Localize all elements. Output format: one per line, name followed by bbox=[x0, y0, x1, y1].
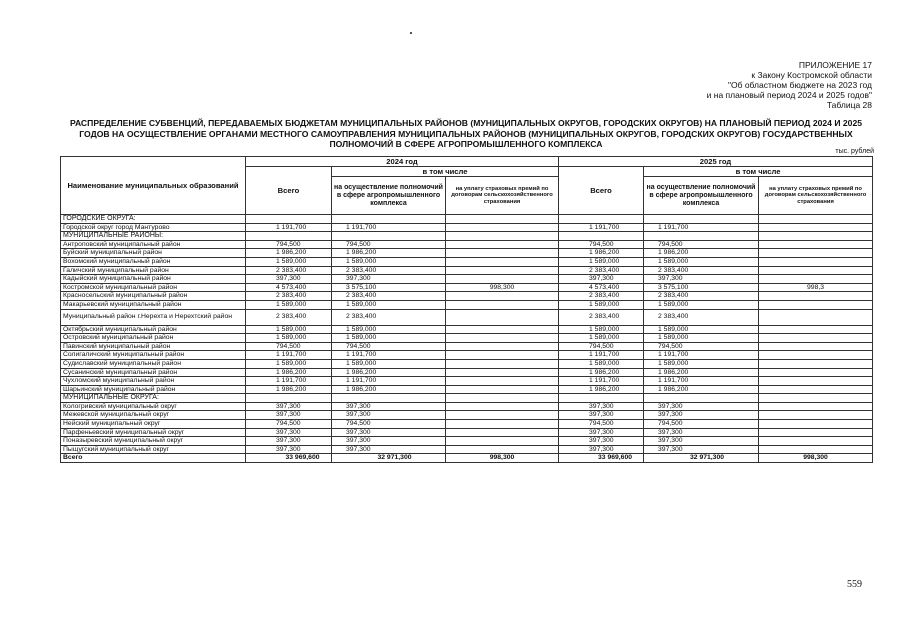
cell-total-2024: 4 573,400 bbox=[246, 283, 332, 292]
row-name: Макарьевский муниципальный район bbox=[61, 300, 246, 309]
total-row bbox=[61, 454, 873, 463]
cell-insurance-2024 bbox=[446, 402, 559, 411]
cell-total-2024: 397,300 bbox=[246, 411, 332, 420]
row-name: Межевской муниципальный округ bbox=[61, 411, 246, 420]
cell-total-2025: 397,300 bbox=[559, 402, 644, 411]
cell-agro-2024: 1 986,200 bbox=[332, 249, 446, 258]
table-row bbox=[61, 359, 873, 368]
cell-total-2025: 794,500 bbox=[559, 420, 644, 429]
cell-total-2024: 1 986,200 bbox=[246, 368, 332, 377]
cell-insurance-2024 bbox=[446, 292, 559, 301]
cell-total-2025: 397,300 bbox=[559, 437, 644, 446]
cell-agro-2024: 794,500 bbox=[332, 342, 446, 351]
table-row bbox=[61, 257, 873, 266]
cell-total-2025: 4 573,400 bbox=[559, 283, 644, 292]
cell-total-2025: 397,300 bbox=[559, 411, 644, 420]
cell-total-2024: 1 589,000 bbox=[246, 257, 332, 266]
table-row bbox=[61, 385, 873, 394]
cell-total-2025 bbox=[559, 394, 644, 403]
cell-insurance-2025 bbox=[759, 325, 873, 334]
cell-total-2024: 397,300 bbox=[246, 402, 332, 411]
row-name: МУНИЦИПАЛЬНЫЕ ОКРУГА: bbox=[61, 394, 246, 403]
scan-speck bbox=[410, 32, 412, 34]
row-name: ГОРОДСКИЕ ОКРУГА: bbox=[61, 215, 246, 224]
cell-insurance-2025 bbox=[759, 342, 873, 351]
header-including-2024: в том числе bbox=[332, 167, 559, 177]
cell-total-2025: 1 589,000 bbox=[559, 300, 644, 309]
cell-insurance-2025 bbox=[759, 385, 873, 394]
cell-total-2024: 397,300 bbox=[246, 275, 332, 284]
row-name: Островский муниципальный район bbox=[61, 334, 246, 343]
cell-total-2025: 1 191,700 bbox=[559, 351, 644, 360]
table-row bbox=[61, 351, 873, 360]
cell-agro-2025 bbox=[644, 232, 759, 241]
cell-insurance-2024 bbox=[446, 300, 559, 309]
cell-agro-2024: 1 589,000 bbox=[332, 334, 446, 343]
cell-total-2024: 33 969,600 bbox=[246, 454, 332, 463]
cell-total-2025: 2 383,400 bbox=[559, 292, 644, 301]
cell-total-2025: 1 191,700 bbox=[559, 377, 644, 386]
cell-agro-2025: 1 589,000 bbox=[644, 359, 759, 368]
cell-agro-2025: 1 986,200 bbox=[644, 249, 759, 258]
table-row bbox=[61, 249, 873, 258]
cell-insurance-2025 bbox=[759, 309, 873, 325]
cell-agro-2024: 794,500 bbox=[332, 240, 446, 249]
cell-total-2025: 2 383,400 bbox=[559, 266, 644, 275]
row-name: Пыщугский муниципальный округ bbox=[61, 445, 246, 454]
cell-total-2025: 397,300 bbox=[559, 428, 644, 437]
cell-agro-2024: 1 589,000 bbox=[332, 257, 446, 266]
cell-agro-2025: 1 191,700 bbox=[644, 377, 759, 386]
cell-total-2025: 2 383,400 bbox=[559, 309, 644, 325]
cell-agro-2024: 1 589,000 bbox=[332, 300, 446, 309]
row-name: Парфеньевский муниципальный округ bbox=[61, 428, 246, 437]
cell-total-2025: 1 589,000 bbox=[559, 325, 644, 334]
subsidy-table bbox=[60, 156, 873, 463]
table-row bbox=[61, 342, 873, 351]
cell-agro-2024: 397,300 bbox=[332, 402, 446, 411]
cell-insurance-2024 bbox=[446, 359, 559, 368]
table-row bbox=[61, 402, 873, 411]
cell-total-2025: 33 969,600 bbox=[559, 454, 644, 463]
cell-total-2024: 1 986,200 bbox=[246, 249, 332, 258]
cell-insurance-2025 bbox=[759, 445, 873, 454]
cell-insurance-2025 bbox=[759, 411, 873, 420]
row-name: Буйский муниципальный район bbox=[61, 249, 246, 258]
table-row bbox=[61, 292, 873, 301]
cell-insurance-2024 bbox=[446, 275, 559, 284]
cell-agro-2024: 1 191,700 bbox=[332, 377, 446, 386]
cell-total-2024 bbox=[246, 215, 332, 224]
cell-agro-2025: 2 383,400 bbox=[644, 266, 759, 275]
cell-total-2025: 397,300 bbox=[559, 445, 644, 454]
table-row bbox=[61, 377, 873, 386]
cell-insurance-2025 bbox=[759, 300, 873, 309]
cell-agro-2025: 1 589,000 bbox=[644, 257, 759, 266]
cell-agro-2025: 397,300 bbox=[644, 275, 759, 284]
cell-insurance-2024 bbox=[446, 342, 559, 351]
cell-insurance-2024 bbox=[446, 420, 559, 429]
cell-agro-2025: 397,300 bbox=[644, 411, 759, 420]
row-name: Поназыревский муниципальный округ bbox=[61, 437, 246, 446]
cell-insurance-2024 bbox=[446, 257, 559, 266]
cell-agro-2025: 1 191,700 bbox=[644, 351, 759, 360]
cell-insurance-2024 bbox=[446, 309, 559, 325]
cell-total-2025 bbox=[559, 215, 644, 224]
table-row bbox=[61, 445, 873, 454]
cell-agro-2025: 1 986,200 bbox=[644, 385, 759, 394]
table-row bbox=[61, 240, 873, 249]
cell-total-2024 bbox=[246, 232, 332, 241]
cell-insurance-2024 bbox=[446, 394, 559, 403]
row-name: Всего bbox=[61, 454, 246, 463]
cell-total-2025: 1 986,200 bbox=[559, 385, 644, 394]
cell-insurance-2024 bbox=[446, 437, 559, 446]
cell-insurance-2025 bbox=[759, 249, 873, 258]
cell-total-2024: 1 589,000 bbox=[246, 300, 332, 309]
cell-insurance-2024 bbox=[446, 445, 559, 454]
table-row bbox=[61, 420, 873, 429]
table-row bbox=[61, 300, 873, 309]
cell-insurance-2025 bbox=[759, 215, 873, 224]
appendix-header bbox=[707, 60, 872, 110]
row-name: Кадыйский муниципальный район bbox=[61, 275, 246, 284]
cell-insurance-2024 bbox=[446, 411, 559, 420]
cell-insurance-2025 bbox=[759, 402, 873, 411]
cell-agro-2024: 1 191,700 bbox=[332, 351, 446, 360]
row-name: Муниципальный район г.Нерехта и Нерехтский район bbox=[61, 309, 246, 325]
table-number: Таблица 28 bbox=[826, 100, 872, 110]
cell-insurance-2024 bbox=[446, 385, 559, 394]
cell-insurance-2025 bbox=[759, 275, 873, 284]
cell-agro-2025: 1 986,200 bbox=[644, 368, 759, 377]
section-row bbox=[61, 215, 873, 224]
cell-insurance-2024 bbox=[446, 240, 559, 249]
cell-total-2025: 1 589,000 bbox=[559, 257, 644, 266]
cell-agro-2025: 794,500 bbox=[644, 420, 759, 429]
cell-insurance-2025 bbox=[759, 420, 873, 429]
cell-agro-2025: 3 575,100 bbox=[644, 283, 759, 292]
header-insurance-2025: на уплату страховых премий по договорам сельскохозяйственного страхования bbox=[759, 177, 873, 215]
cell-agro-2024: 397,300 bbox=[332, 275, 446, 284]
cell-agro-2024: 397,300 bbox=[332, 445, 446, 454]
cell-insurance-2025 bbox=[759, 232, 873, 241]
header-name-col: Наименование муниципальных образований bbox=[61, 157, 246, 215]
row-name: Сусанинский муниципальный район bbox=[61, 368, 246, 377]
cell-agro-2024: 1 589,000 bbox=[332, 325, 446, 334]
cell-total-2025: 1 191,700 bbox=[559, 223, 644, 232]
table-row bbox=[61, 266, 873, 275]
row-name: Вохомский муниципальный район bbox=[61, 257, 246, 266]
cell-total-2025: 1 589,000 bbox=[559, 359, 644, 368]
cell-agro-2024 bbox=[332, 232, 446, 241]
cell-agro-2025: 32 971,300 bbox=[644, 454, 759, 463]
table-row bbox=[61, 334, 873, 343]
appendix-line: "Об областном бюджете на 2023 год bbox=[727, 80, 872, 90]
cell-insurance-2025 bbox=[759, 359, 873, 368]
table-row bbox=[61, 283, 873, 292]
row-name: Нейский муниципальный округ bbox=[61, 420, 246, 429]
cell-insurance-2025 bbox=[759, 368, 873, 377]
cell-total-2024: 1 191,700 bbox=[246, 351, 332, 360]
appendix-line: к Закону Костромской области bbox=[751, 70, 872, 80]
table-row bbox=[61, 223, 873, 232]
header-agro-2025: на осуществление полномочий в сфере агропромышленного комплекса bbox=[644, 177, 759, 215]
cell-total-2024: 2 383,400 bbox=[246, 309, 332, 325]
cell-agro-2025: 397,300 bbox=[644, 402, 759, 411]
cell-total-2024: 1 191,700 bbox=[246, 377, 332, 386]
row-name: Судиславский муниципальный район bbox=[61, 359, 246, 368]
cell-insurance-2025: 998,300 bbox=[759, 454, 873, 463]
cell-agro-2024 bbox=[332, 394, 446, 403]
cell-insurance-2024: 998,300 bbox=[446, 283, 559, 292]
cell-insurance-2024: 998,300 bbox=[446, 454, 559, 463]
row-name: Костромской муниципальный район bbox=[61, 283, 246, 292]
cell-total-2024 bbox=[246, 394, 332, 403]
cell-insurance-2025 bbox=[759, 377, 873, 386]
row-name: Солигаличский муниципальный район bbox=[61, 351, 246, 360]
cell-insurance-2024 bbox=[446, 428, 559, 437]
table-row bbox=[61, 368, 873, 377]
cell-total-2025: 1 589,000 bbox=[559, 334, 644, 343]
appendix-line: ПРИЛОЖЕНИЕ 17 bbox=[798, 60, 872, 70]
cell-agro-2025 bbox=[644, 215, 759, 224]
cell-total-2024: 397,300 bbox=[246, 445, 332, 454]
table-row bbox=[61, 411, 873, 420]
header-agro-2024: на осуществление полномочий в сфере агропромышленного комплекса bbox=[332, 177, 446, 215]
cell-total-2024: 1 589,000 bbox=[246, 334, 332, 343]
cell-agro-2024: 1 589,000 bbox=[332, 359, 446, 368]
cell-insurance-2024 bbox=[446, 325, 559, 334]
cell-insurance-2025 bbox=[759, 334, 873, 343]
cell-agro-2024: 397,300 bbox=[332, 437, 446, 446]
row-name: Павинский муниципальный район bbox=[61, 342, 246, 351]
cell-agro-2025: 1 589,000 bbox=[644, 300, 759, 309]
cell-insurance-2025 bbox=[759, 428, 873, 437]
cell-insurance-2025: 998,3 bbox=[759, 283, 873, 292]
cell-agro-2024: 2 383,400 bbox=[332, 292, 446, 301]
section-row bbox=[61, 232, 873, 241]
row-name: Шарьинский муниципальный район bbox=[61, 385, 246, 394]
row-name: Галичский муниципальный район bbox=[61, 266, 246, 275]
cell-total-2024: 1 589,000 bbox=[246, 359, 332, 368]
cell-agro-2024: 397,300 bbox=[332, 411, 446, 420]
cell-agro-2024: 2 383,400 bbox=[332, 266, 446, 275]
table-row bbox=[61, 309, 873, 325]
row-name: МУНИЦИПАЛЬНЫЕ РАЙОНЫ: bbox=[61, 232, 246, 241]
cell-agro-2025: 794,500 bbox=[644, 240, 759, 249]
row-name: Антроповский муниципальный район bbox=[61, 240, 246, 249]
cell-agro-2025: 794,500 bbox=[644, 342, 759, 351]
cell-total-2024: 1 986,200 bbox=[246, 385, 332, 394]
cell-agro-2025: 1 589,000 bbox=[644, 334, 759, 343]
section-row bbox=[61, 394, 873, 403]
cell-insurance-2024 bbox=[446, 377, 559, 386]
cell-agro-2024 bbox=[332, 215, 446, 224]
cell-agro-2024: 3 575,100 bbox=[332, 283, 446, 292]
cell-insurance-2024 bbox=[446, 368, 559, 377]
cell-total-2024: 794,500 bbox=[246, 342, 332, 351]
cell-insurance-2025 bbox=[759, 266, 873, 275]
cell-agro-2024: 1 986,200 bbox=[332, 368, 446, 377]
header-total-2024: Всего bbox=[246, 167, 332, 215]
table-row bbox=[61, 275, 873, 284]
cell-agro-2024: 397,300 bbox=[332, 428, 446, 437]
cell-agro-2025: 397,300 bbox=[644, 428, 759, 437]
cell-insurance-2024 bbox=[446, 223, 559, 232]
header-insurance-2024: на уплату страховых премий по договорам сельскохозяйственного страхования bbox=[446, 177, 559, 215]
cell-total-2025: 1 986,200 bbox=[559, 368, 644, 377]
cell-insurance-2024 bbox=[446, 351, 559, 360]
cell-total-2024: 2 383,400 bbox=[246, 292, 332, 301]
cell-total-2025: 397,300 bbox=[559, 275, 644, 284]
cell-insurance-2024 bbox=[446, 215, 559, 224]
header-total-2025: Всего bbox=[559, 167, 644, 215]
cell-agro-2025: 1 589,000 bbox=[644, 325, 759, 334]
cell-agro-2025: 1 191,700 bbox=[644, 223, 759, 232]
page-number: 559 bbox=[847, 579, 862, 590]
cell-agro-2025: 397,300 bbox=[644, 445, 759, 454]
row-name: Октябрьский муниципальный район bbox=[61, 325, 246, 334]
header-year-2024: 2024 год bbox=[246, 157, 559, 167]
cell-agro-2024: 1 191,700 bbox=[332, 223, 446, 232]
cell-total-2024: 397,300 bbox=[246, 437, 332, 446]
cell-total-2024: 1 191,700 bbox=[246, 223, 332, 232]
header-year-2025: 2025 год bbox=[559, 157, 873, 167]
cell-agro-2024: 1 986,200 bbox=[332, 385, 446, 394]
cell-insurance-2025 bbox=[759, 240, 873, 249]
cell-insurance-2024 bbox=[446, 232, 559, 241]
cell-total-2025: 1 986,200 bbox=[559, 249, 644, 258]
appendix-line: и на плановый период 2024 и 2025 годов" bbox=[706, 90, 872, 100]
cell-total-2024: 397,300 bbox=[246, 428, 332, 437]
cell-agro-2025 bbox=[644, 394, 759, 403]
table-row bbox=[61, 325, 873, 334]
row-name: Кологривский муниципальный округ bbox=[61, 402, 246, 411]
units-label: тыс. рублей bbox=[835, 148, 874, 155]
cell-insurance-2025 bbox=[759, 351, 873, 360]
cell-agro-2025: 2 383,400 bbox=[644, 309, 759, 325]
cell-total-2024: 794,500 bbox=[246, 420, 332, 429]
table-row bbox=[61, 428, 873, 437]
cell-insurance-2025 bbox=[759, 394, 873, 403]
document-title: РАСПРЕДЕЛЕНИЕ СУБВЕНЦИЙ, ПЕРЕДАВАЕМЫХ БЮДЖЕТАМ МУНИЦИПАЛЬНЫХ РАЙОНОВ (МУНИЦИПАЛЬНЫХ ОКРУГОВ, ГОРОДСКИХ ОКРУГОВ) НА ПЛАНОВЫЙ ПЕРИОД 2024 И 2025 ГОДОВ НА ОСУЩЕСТВЛЕНИЕ ОРГАНАМИ МЕСТНОГО САМОУПРАВЛЕНИЯ МУНИЦИПАЛЬНЫХ РАЙОНОВ (МУНИЦИПАЛЬНЫХ ОКРУГОВ, ГОРОДСКИХ ОКРУГОВ) ГОСУДАРСТВЕННЫХ ПОЛНОМОЧИЙ В СФЕРЕ АГРОПРОМЫШЛЕННОГО КОМПЛЕКСА bbox=[69, 118, 863, 150]
row-name: Красносельский муниципальный район bbox=[61, 292, 246, 301]
table-body bbox=[61, 215, 873, 463]
cell-total-2025 bbox=[559, 232, 644, 241]
cell-total-2025: 794,500 bbox=[559, 342, 644, 351]
table-row bbox=[61, 437, 873, 446]
cell-total-2024: 1 589,000 bbox=[246, 325, 332, 334]
cell-insurance-2025 bbox=[759, 437, 873, 446]
cell-insurance-2025 bbox=[759, 223, 873, 232]
header-including-2025: в том числе bbox=[644, 167, 873, 177]
cell-agro-2025: 397,300 bbox=[644, 437, 759, 446]
cell-insurance-2024 bbox=[446, 249, 559, 258]
cell-insurance-2025 bbox=[759, 292, 873, 301]
cell-total-2024: 794,500 bbox=[246, 240, 332, 249]
cell-agro-2024: 32 971,300 bbox=[332, 454, 446, 463]
row-name: Городской округ город Мантурово bbox=[61, 223, 246, 232]
cell-total-2024: 2 383,400 bbox=[246, 266, 332, 275]
cell-insurance-2024 bbox=[446, 334, 559, 343]
cell-total-2025: 794,500 bbox=[559, 240, 644, 249]
cell-insurance-2025 bbox=[759, 257, 873, 266]
cell-agro-2025: 2 383,400 bbox=[644, 292, 759, 301]
cell-agro-2024: 794,500 bbox=[332, 420, 446, 429]
row-name: Чухломский муниципальный район bbox=[61, 377, 246, 386]
cell-agro-2024: 2 383,400 bbox=[332, 309, 446, 325]
cell-insurance-2024 bbox=[446, 266, 559, 275]
